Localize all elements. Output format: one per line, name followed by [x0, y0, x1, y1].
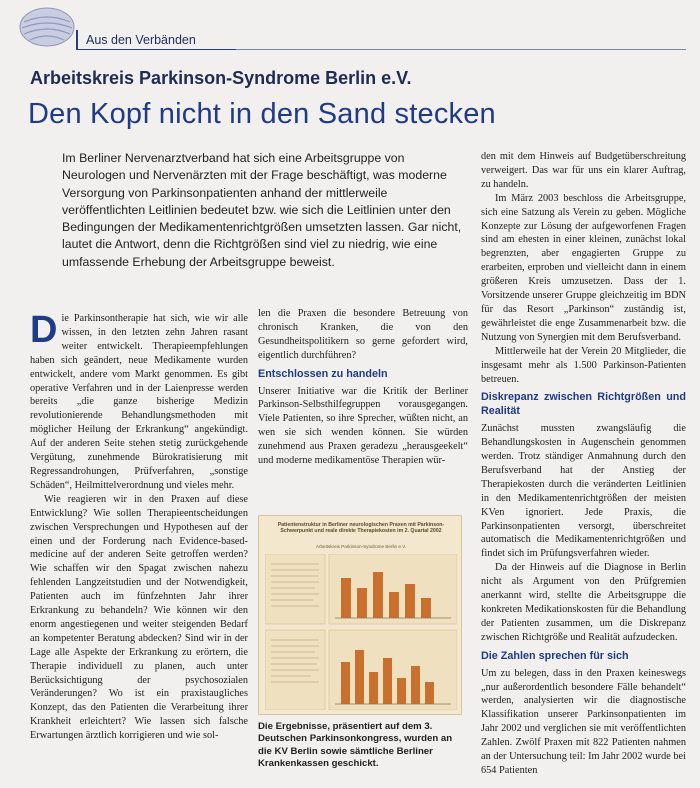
figure-chart [265, 554, 457, 710]
figure-title: Patientenstruktur in Berliner neurologischen Praxen mit Parkinson-Schwerpunkt und reale direkte Therapiekosten im 2. Quartal 2002 [277, 522, 445, 535]
dropcap: D [30, 309, 58, 351]
figure-caption: Die Ergebnisse, präsentiert auf dem 3. Deutschen Parkinsonkongress, wurden an die KV Berlin sowie sämtliche Berliner Krankenkassen geschickt. [258, 721, 453, 770]
col3-paragraph-3: Mittlerweile hat der Verein 20 Mitglieder, die insgesamt mehr als 1.500 Parkinson-Patienten betreuen. [481, 345, 686, 385]
col3-paragraph-4: Zunächst mussten zwangsläufig die Behandlungskosten in Augenschein genommen werden. Trotz ständiger Anmahnung durch den Berufsverband hat der Anstieg der Therapiekosten durch die veränderten Leitlinien in den Medikamentenrichtgrößen der meisten KVen ignoriert. Jede Praxis, die Parkinsonpatienten versorgt, überschreitet automatisch die Medikamentenrichtgrößen und findet sich im Prüfungsverfahren wieder. [481, 423, 686, 560]
col2-paragraph-1: len die Praxen die besondere Betreuung von chronisch Kranken, die von den Gesundheitspolitikern so gerne gefordert wird, eigentlich durchführen? [258, 308, 468, 361]
figure-subtitle: Arbeitskreis Parkinson-Syndrome Berlin e.V. [315, 544, 407, 549]
lead-paragraph: Im Berliner Nervenarztverband hat sich eine Arbeitsgruppe von Neurologen und Nervenärzten mit der Frage beschäftigt, was moderne Versorgung von Parkinsonpatienten anhand der mittlerweile veröffentlichten Leitlinien bedeutet bzw. wie sich die Leitlinien unter den Bedingungen der Medikamentenrichtgrößen umsetzten lassen. Gar nicht, lautet die Antwort, denn die Richtgrößen sind viel zu niedrig, wie eine umfassende Erhebung der Arbeitsgruppe beweist. [62, 151, 462, 269]
section-tag: Aus den Verbänden [76, 30, 236, 50]
subheading-entschlossen: Entschlossen zu handeln [258, 367, 388, 380]
col2-paragraph-2: Unserer Initiative war die Kritik der Berliner Parkinson-Selbsthilfegruppen vorausgegangen. Viele Patienten, so ihre Sprecher, wüßten nicht, an wen sie sich wenden können. Sie würden zunehmend aus Praxen geradezu „herausgeekelt“ und moderne medikamentöse Therapien wür- [258, 385, 468, 467]
column-2 [258, 307, 468, 468]
col3-paragraph-2: Im März 2003 beschloss die Arbeitsgruppe, sich eine Satzung als Verein zu geben. Mögliche Konzepte zur Lösung der aufgeworfenen Fragen sind am ehesten in einer kleinen, zunächst lokal begrenzten, aber engagierten Gruppe zu erarbeiten, erproben und vielleicht dann in einem größeren Kreis umzusetzen. Dass der 1. Vorsitzende unserer Gruppe gleichzeitig im BDN für das Resort „Parkinson“ zuständig ist, gewährleistet die enge Zusammenarbeit bzw. die Nutzung von Synergien mit dem Berufsverband. [481, 192, 686, 343]
top-rule [236, 49, 686, 50]
col3-paragraph-1: den mit dem Hinweis auf Budgetüberschreitung verweigert. Das war für uns ein klarer Auftrag, zu handeln. [481, 151, 686, 190]
col1-paragraph-1-text: ie Parkinsontherapie hat sich, wie wir alle wissen, in den letzten zehn Jahren rasant weiter entwickelt. Therapieempfehlungen haben sich geändert, neue Medikamente wurden entwickelt, andere vom Markt genommen. Es gibt operative Verfahren und in der Laienpresse werden bereits „die ganze bisherige Medizin revolutionierende Behandlungsmethoden mit möglicher Heilung der Erkrankung“ angekündigt. Auf der anderen Seite stehen stetig zurückgehende Vergütung, zunehmende Bürokratisierung mit Regressandrohungen, Prüfverfahren, „sonstige Schäden“, Heilmittelverordnung und vieles mehr. [30, 313, 248, 491]
kicker: Arbeitskreis Parkinson-Syndrome Berlin e.V. [30, 68, 412, 88]
subheading-diskrepanz: Diskrepanz zwischen Richtgrößen und Realität [481, 391, 686, 418]
col3-paragraph-6: Um zu belegen, dass in den Praxen keineswegs „nur außerordentlich besondere Fälle behandelt“ werden, analysierten wir die diagnostische Klassifikation unserer Parkinsonpatienten im Jahr 2002 und verglichen sie mit veröffentlichten Zahlen. Zwölf Praxen mit 822 Patienten nahmen an der Untersuchung teil: Im Jahr 2002 wurde bei 654 Patienten [481, 667, 686, 776]
association-logo-icon [18, 6, 76, 48]
col1-paragraph-1 [30, 309, 248, 493]
headline: Den Kopf nicht in den Sand stecken [28, 98, 496, 130]
column-3 [481, 150, 686, 778]
subheading-zahlen: Die Zahlen sprechen für sich [481, 649, 629, 662]
figure-poster [258, 515, 462, 715]
col1-paragraph-2: Wie reagieren wir in den Praxen auf diese Entwicklung? Wie sollen Therapieentscheidungen zwischen Versprechungen und Hypothesen auf der einen und der Forderung nach Evidence-based-medicine auf der anderen Seite getroffen werden? Wie schaffen wir den Spagat zwischen nahezu fehlenden Langzeitstudien und der Notwendigkeit, Patienten auch im fünfzehnten Jahr ihrer Erkrankung zu behandeln? Wie können wir den enorm angestiegenen und weiter steigenden Bedarf an kompetenter Beratung abdecken? Sind wir in der Lage alle Aspekte der Erkrankung zu erörtern, die Therapie individuell zu planen, auch unter Berücksichtigung der psychosozialen Veränderungen? Wo ist ein praxistaugliches Konzept, das den Patienten die Verarbeitung ihrer Krankheit erleichtert? Wie lassen sich falsche Erwartungen ärztlich korrigieren und wie sol- [30, 493, 248, 742]
column-1 [30, 309, 248, 743]
col3-paragraph-5: Da der Hinweis auf die Diagnose in Berlin nicht als Argument von den Prüfgremien anerkannt wird, stellte die Arbeitsgruppe die konkreten Medikationskosten für die Behandlung der Patienten zusammen, um die Diskrepanz zwischen Richtgröße und Realität aufzudecken. [481, 562, 686, 643]
